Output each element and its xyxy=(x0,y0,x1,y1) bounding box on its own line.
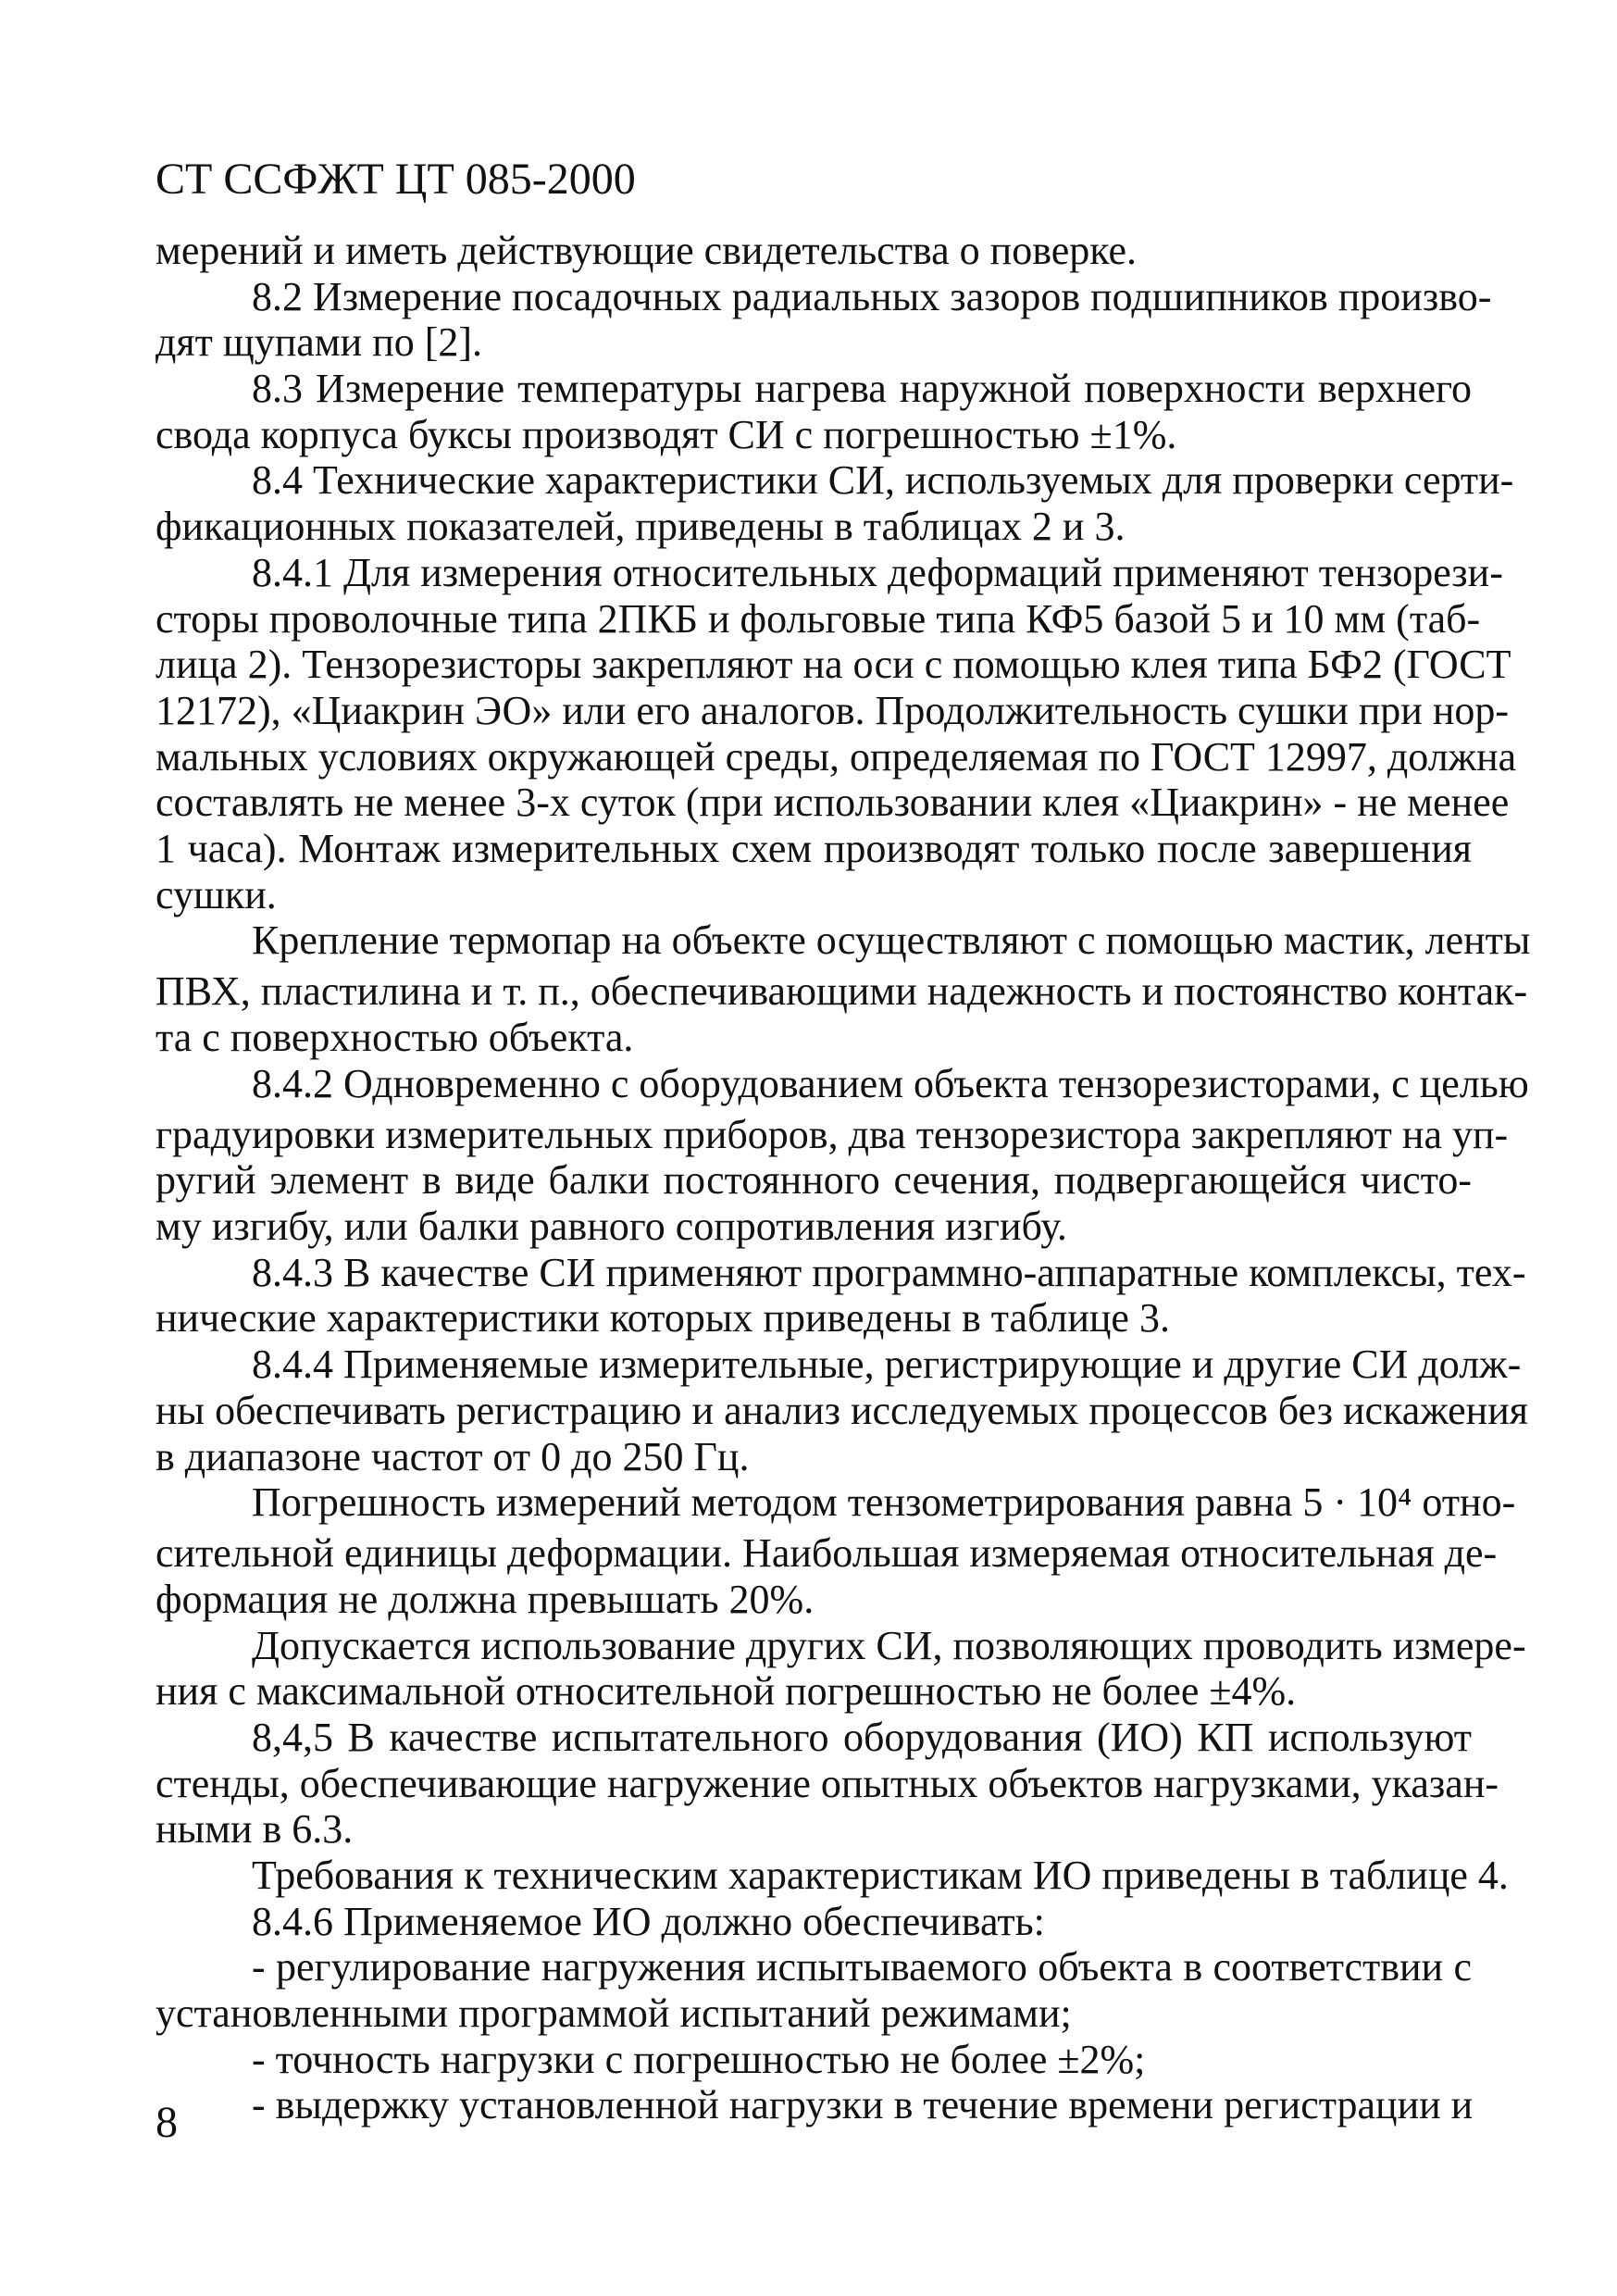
text-line: 8.4.3 В качестве СИ применяют программно-аппаратные комплексы, тех- xyxy=(252,1249,1526,1295)
text-line: свода корпуса буксы производят СИ с погрешностью ±1%. xyxy=(155,411,1177,457)
document-code-header: СТ ССФЖТ ЦТ 085-2000 xyxy=(155,155,636,204)
text-line: сторы проволочные типа 2ПКБ и фольговые типа КФ5 базой 5 и 10 мм (таб- xyxy=(155,595,1481,642)
text-line: сительной единицы деформации. Наибольшая измеряемая относительная де- xyxy=(155,1530,1498,1577)
text-line: - точность нагрузки с погрешностью не более ±2%; xyxy=(252,2036,1146,2082)
text-line: му изгибу, или балки равного сопротивления изгибу. xyxy=(155,1204,1067,1250)
body-text xyxy=(155,228,1531,2128)
text-line: ПВХ, пластилина и т. п., обеспечивающими надежность и постоянство контак- xyxy=(155,968,1528,1015)
text-line: 8.2 Измерение посадочных радиальных зазоров подшипников произво- xyxy=(252,273,1492,319)
text-line: Погрешность измерений методом тензометрирования равна 5 · 10⁴ отно- xyxy=(252,1479,1516,1526)
text-line: составлять не менее 3-х суток (при использовании клея «Циакрин» - не менее xyxy=(155,780,1510,826)
text-line: установленными программой испытаний режимами; xyxy=(155,1990,1072,2037)
text-line: Требования к техническим характеристикам ИО приведены в таблице 4. xyxy=(252,1853,1509,1898)
text-line: ругий элемент в виде балки постоянного сечения, подвергающейся чисто- xyxy=(155,1157,1472,1204)
text-line: та с поверхностью объекта. xyxy=(155,1015,634,1060)
text-line: Допускается использование других СИ, позволяющих проводить измере- xyxy=(252,1622,1526,1668)
page-number: 8 xyxy=(155,2098,178,2147)
text-line: 8.4.1 Для измерения относительных деформаций применяют тензорези- xyxy=(252,549,1503,595)
text-line: дят щупами по [2]. xyxy=(155,319,483,366)
text-line: мальных условиях окружающей среды, определяемая по ГОСТ 12997, должна xyxy=(155,733,1517,780)
text-line: - регулирование нагружения испытываемого объекта в соответствии с xyxy=(252,1944,1472,1990)
text-line: ны обеспечивать регистрацию и анализ исследуемых процессов без искажения xyxy=(155,1387,1529,1433)
text-line: стенды, обеспечивающие нагружение опытных объектов нагрузками, указан- xyxy=(155,1760,1499,1806)
text-line: градуировки измерительных приборов, два тензорезистора закрепляют на уп- xyxy=(155,1111,1509,1157)
text-line: 8.4.6 Применяемое ИО должно обеспечивать: xyxy=(252,1898,1045,1944)
text-line: лица 2). Тензорезисторы закрепляют на оси с помощью клея типа БФ2 (ГОСТ xyxy=(155,642,1511,688)
text-line: 8.4 Технические характеристики СИ, используемых для проверки серти- xyxy=(252,457,1514,504)
text-line: нические характеристики которых приведены в таблице 3. xyxy=(155,1295,1170,1341)
text-line: мерений и иметь действующие свидетельства о поверке. xyxy=(155,228,1138,273)
text-line: Крепление термопар на объекте осуществляют с помощью мастик, ленты xyxy=(252,917,1531,964)
text-line: сушки. xyxy=(155,871,277,917)
text-line: 8.4.2 Одновременно с оборудованием объекта тензорезисторами, с целью xyxy=(252,1060,1529,1106)
text-line: - выдержку установленной нагрузки в течение времени регистрации и xyxy=(252,2082,1474,2128)
text-line: формация не должна превышать 20%. xyxy=(155,1576,815,1622)
text-line: 8.4.4 Применяемые измерительные, регистрирующие и другие СИ долж- xyxy=(252,1341,1522,1388)
text-line: 8,4,5 В качестве испытательного оборудования (ИО) КП используют xyxy=(252,1714,1472,1760)
text-line: ния с максимальной относительной погрешностью не более ±4%. xyxy=(155,1668,1297,1715)
text-line: в диапазоне частот от 0 до 250 Гц. xyxy=(155,1433,750,1479)
text-line: ными в 6.3. xyxy=(155,1806,354,1853)
text-line: 8.3 Измерение температуры нагрева наружной поверхности верхнего xyxy=(252,366,1472,412)
text-line: 1 часа). Монтаж измерительных схем производят только после завершения xyxy=(155,825,1472,871)
text-line: 12172), «Циакрин ЭО» или его аналогов. Продолжительность сушки при нор- xyxy=(155,687,1510,733)
text-line: фикационных показателей, приведены в таблицах 2 и 3. xyxy=(155,504,1126,550)
